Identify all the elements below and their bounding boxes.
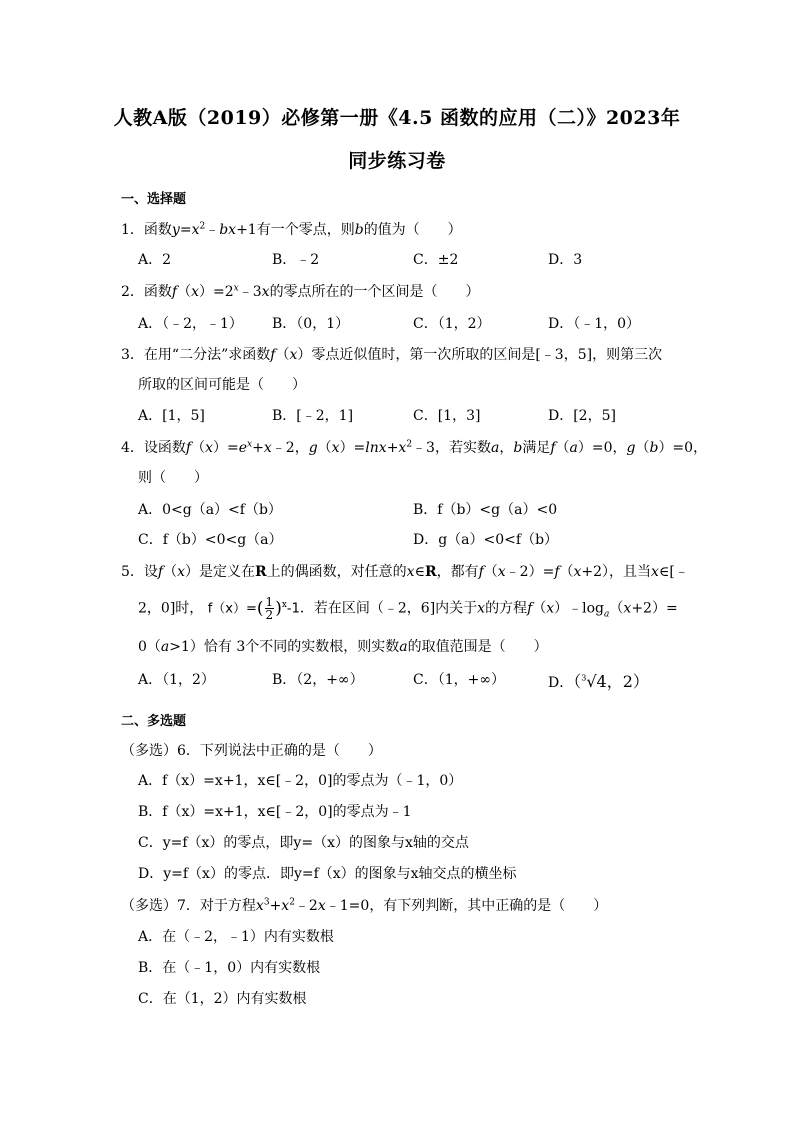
q5-option-b: B．（2，+∞） — [272, 672, 364, 688]
section-heading-multi: 二、多选题 — [121, 714, 187, 729]
q6-option-b: B．f（x）=x+1，x∈[﹣2，0]的零点为﹣1 — [138, 804, 412, 820]
question-5: 5．设f（x）是定义在R上的偶函数，对任意的x∈R，都有f（x﹣2）=f（x+2），且当x∈[﹣ — [121, 564, 689, 580]
q5-option-d: D．（$^3$√4，2） — [548, 672, 649, 691]
q4-option-b: B．f（b）<g（a）<0 — [413, 502, 558, 518]
q3-option-a: A．[1，5] — [138, 408, 205, 424]
q5-option-a: A．（1，2） — [138, 672, 215, 688]
title-line-2: 同步练习卷 — [348, 150, 446, 172]
question-3-line-2: 所取的区间可能是（ ） — [138, 377, 306, 393]
q1-option-a: A．2 — [138, 252, 172, 268]
q6-option-c: C．y=f（x）的零点，即y=（x）的图象与x轴的交点 — [138, 835, 469, 851]
question-4: 4．设函数$f(x)=e^x+x﹣2$，$g(x)=\ln x+x^2﹣3$，若实数a，b满足f（a）=0，g（b）=0， — [121, 439, 708, 456]
question-6: （多选）6．下列说法中正确的是（ ） — [121, 743, 382, 759]
question-2: 2．函数$f(x)=2^x﹣3x$的零点所在的一个区间是（ ） — [121, 283, 480, 300]
q1-option-c: C．±2 — [413, 252, 459, 268]
q7-option-a: A．在（﹣2，﹣1）内有实数根 — [138, 929, 334, 945]
q7-option-c: C．在（1，2）内有实数根 — [138, 991, 307, 1007]
title-line-1: 人教A版（2019）必修第一册《4.5 函数的应用（二）》2023年 — [113, 107, 681, 129]
section-heading-choice: 一、选择题 — [121, 192, 187, 207]
question-7: （多选）7．对于方程$x^3+x^2﹣2x﹣1=0$，有下列判断，其中正确的是（ ） — [121, 897, 608, 914]
q1-option-d: D．3 — [548, 252, 583, 268]
q1-option-b: B．﹣2 — [272, 252, 320, 268]
q4-option-d: D．g（a）<0<f（b） — [413, 532, 559, 548]
q4-option-a: A．0<g（a）<f（b） — [138, 502, 282, 518]
q2-option-b: B．（0，1） — [272, 316, 350, 332]
question-3: 3．在用“二分法”求函数f（x）零点近似值时，第一次所取的区间是[﹣3，5]，则第三次 — [121, 347, 663, 363]
q2-option-d: D．（﹣1，0） — [548, 316, 641, 332]
question-5-line-3: 0（a>1）恰有 3个不同的实数根，则实数a的取值范围是（ ） — [138, 639, 548, 655]
q7-option-b: B．在（﹣1，0）内有实数根 — [138, 960, 321, 976]
q4-option-c: C．f（b）<0<g（a） — [138, 532, 283, 548]
q6-option-a: A．f（x）=x+1，x∈[﹣2，0]的零点为（﹣1，0） — [138, 773, 463, 789]
q6-option-d: D．y=f（x）的零点．即y=f（x）的图象与x轴交点的横坐标 — [138, 866, 517, 882]
question-5-line-2: 2，0]时， f（x）=( $\frac{1}{2}$ )$^x$-1．若在区间（﹣2，6]内关于x的方程$f(x)﹣\log_a(x+2)=$ — [138, 595, 678, 622]
q2-option-a: A．（﹣2，﹣1） — [138, 316, 243, 332]
question-1: 1．函数$y=x^2﹣bx+1$有一个零点，则b的值为（ ） — [121, 221, 462, 238]
q3-option-b: B．[﹣2，1] — [272, 408, 354, 424]
q3-option-d: D．[2，5] — [548, 408, 616, 424]
q3-option-c: C．[1，3] — [413, 408, 481, 424]
question-4-line-2: 则（ ） — [138, 470, 208, 486]
q2-option-c: C．（1，2） — [413, 316, 491, 332]
q5-option-c: C．（1，+∞） — [413, 672, 506, 688]
